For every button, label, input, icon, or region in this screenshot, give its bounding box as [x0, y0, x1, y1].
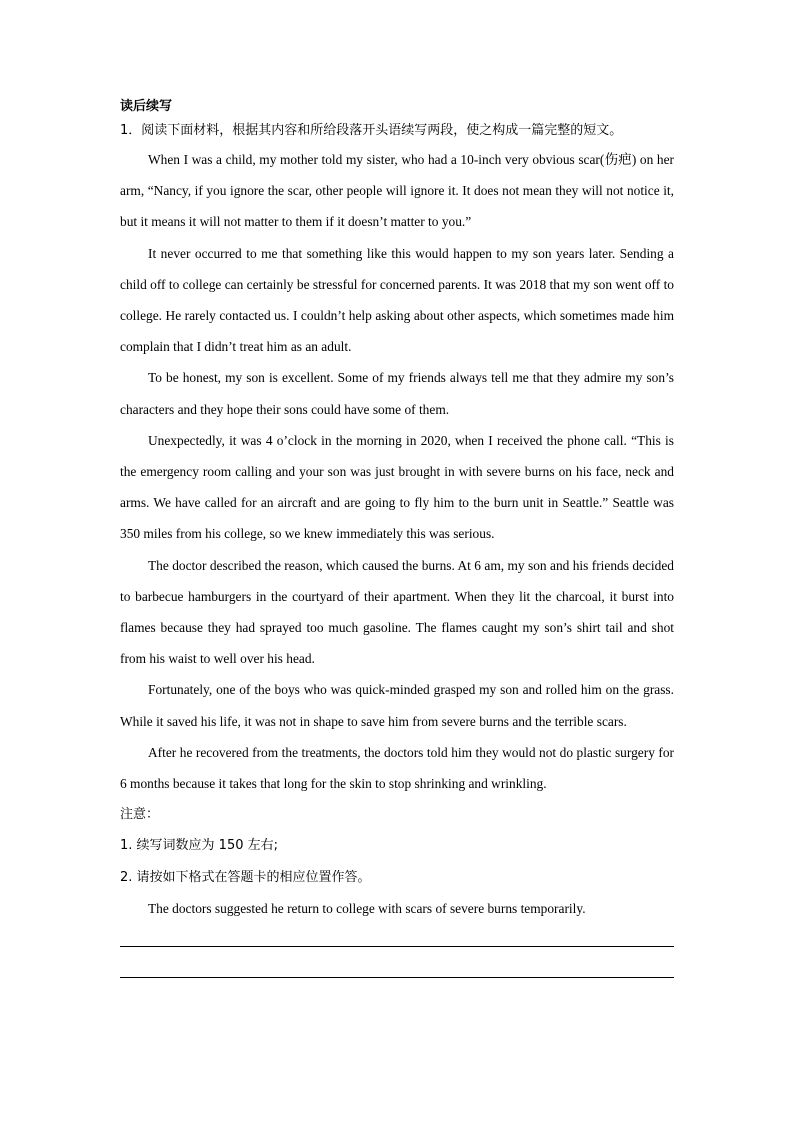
- passage-paragraph-4: Unexpectedly, it was 4 o’clock in the morning in 2020, when I received the phone call. “This is the emergency room calling and your son was just brought in with severe burns on his face, neck and arms. We have called for an aircraft and are going to fly him to the burn unit in Seattle.” Seattle was 350 miles from his college, so we knew immediately this was serious.: [120, 432, 674, 542]
- passage-paragraph-1: When I was a child, my mother told my sister, who had a 10-inch very obvious scar(伤疤) on her arm, “Nancy, if you ignore the scar, other people will ignore it. It does not mean they will not notice it, but it means it will not matter to them if it doesn’t matter to you.”: [120, 152, 674, 230]
- passage-paragraph-6: Fortunately, one of the boys who was quick-minded grasped my son and rolled him on the grass. While it saved his life, it was not in shape to save him from severe burns and the terrible scars.: [120, 682, 674, 729]
- note-item-2: 2. 请按如下格式在答题卡的相应位置作答。: [120, 869, 371, 885]
- reading-passage: [120, 144, 674, 799]
- answer-line-2[interactable]: [120, 977, 674, 978]
- answer-line-1[interactable]: [120, 946, 674, 947]
- passage-paragraph-7: After he recovered from the treatments, the doctors told him they would not do plastic surgery for 6 months because it takes that long for the skin to stop shrinking and wrinkling.: [120, 744, 674, 792]
- continuation-start-sentence: The doctors suggested he return to college with scars of severe burns temporarily.: [148, 900, 586, 916]
- document-content: [120, 96, 674, 978]
- passage-paragraph-3: To be honest, my son is excellent. Some of my friends always tell me that they admire my son’s characters and they hope their sons could have some of them.: [120, 370, 674, 417]
- notes-title: 注意：: [120, 807, 160, 823]
- passage-paragraph-5: The doctor described the reason, which caused the burns. At 6 am, my son and his friends decided to barbecue hamburgers in the courtyard of their apartment. When they lit the charcoal, it burst into flames because they had sprayed too much gasoline. The flames caught my son’s shirt tail and shot from his waist to well over his head.: [120, 557, 674, 667]
- task-instruction: 1．阅读下面材料，根据其内容和所给段落开头语续写两段，使之构成一篇完整的短文。: [120, 123, 623, 138]
- passage-paragraph-2: It never occurred to me that something like this would happen to my son years later. Sending a child off to college can certainly be stressful for concerned parents. It was 2018 that my son went off to college. He rarely contacted us. I couldn’t help asking about other aspects, which sometimes made him complain that I didn’t treat him as an adult.: [120, 245, 674, 355]
- note-item-1: 1. 续写词数应为 150 左右;: [120, 838, 278, 854]
- notes-section: [120, 799, 674, 893]
- section-heading: 读后续写: [120, 99, 173, 114]
